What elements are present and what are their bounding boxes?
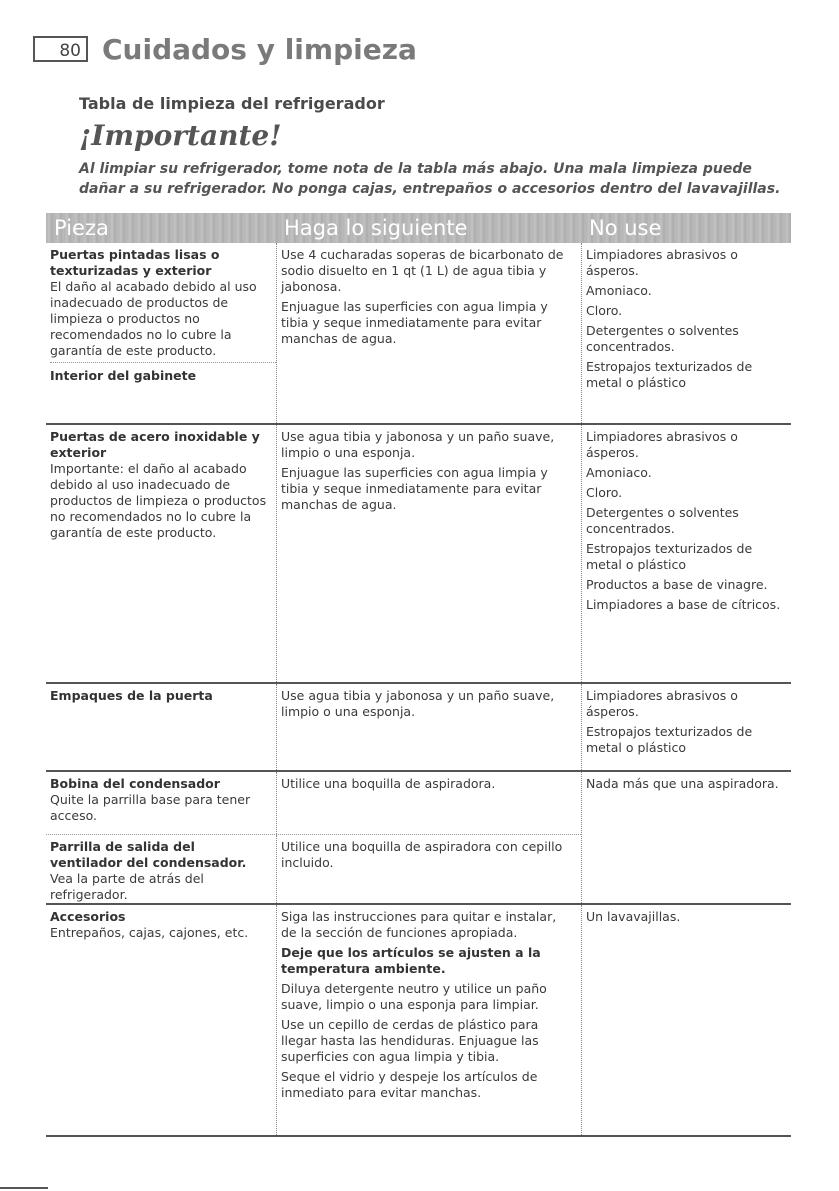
dont-cell <box>581 684 791 770</box>
do-step: Use agua tibia y jabonosa y un paño suave, limpio o una esponja. <box>281 429 555 460</box>
piece-title: Puertas pintadas lisas o texturizadas y exterior <box>50 247 220 278</box>
piece-cell <box>46 772 276 834</box>
dont-item: Limpiadores abrasivos o ásperos. <box>586 688 738 719</box>
piece-cell <box>46 684 276 770</box>
do-step: Utilice una boquilla de aspiradora con cepillo incluido. <box>281 839 563 870</box>
piece-title: Interior del gabinete <box>50 368 197 383</box>
page-number: 80 <box>33 36 88 62</box>
piece-desc: Quite la parrilla base para tener acceso. <box>50 792 251 823</box>
dont-item: Estropajos texturizados de metal o plástico <box>586 541 753 572</box>
dont-item: Cloro. <box>586 303 623 318</box>
do-cell <box>276 684 581 770</box>
do-step: Seque el vidrio y despeje los artículos de inmediato para evitar manchas. <box>281 1069 538 1100</box>
do-step: Siga las instrucciones para quitar e instalar, de la sección de funciones apropiada. <box>281 909 557 940</box>
dont-cell <box>581 772 791 903</box>
piece-title: Accesorios <box>50 909 126 924</box>
table-row <box>46 243 791 425</box>
table-header <box>46 213 791 243</box>
do-step: Use 4 cucharadas soperas de bicarbonato de sodio disuelto en 1 qt (1 L) de agua tibia y jabonosa. <box>281 247 564 294</box>
piece-cell <box>46 905 276 1135</box>
dont-item: Productos a base de vinagre. <box>586 577 768 592</box>
dont-item: Limpiadores a base de cítricos. <box>586 597 781 612</box>
header-pieza: Pieza <box>54 216 109 240</box>
do-cell <box>276 243 581 423</box>
header-haga: Haga lo siguiente <box>284 216 468 240</box>
dont-item: Amoniaco. <box>586 465 652 480</box>
table-row <box>46 905 791 1137</box>
dont-item: Detergentes o solventes concentrados. <box>586 505 739 536</box>
piece-cell <box>46 835 276 903</box>
piece-desc: Importante: el daño al acabado debido al uso inadecuado de productos de limpieza o productos no recomendados no lo cubre la garantía de este producto. <box>50 461 267 540</box>
piece-desc: Entrepaños, cajas, cajones, etc. <box>50 925 249 940</box>
piece-cell <box>46 425 276 682</box>
dont-item: Limpiadores abrasivos o ásperos. <box>586 247 738 278</box>
do-cell <box>276 425 581 682</box>
dont-item: Amoniaco. <box>586 283 652 298</box>
do-cell <box>276 835 581 903</box>
dont-item: Detergentes o solventes concentrados. <box>586 323 739 354</box>
page-title: Cuidados y limpieza <box>102 32 417 66</box>
piece-desc: Vea la parte de atrás del refrigerador. <box>50 871 204 902</box>
dont-item: Cloro. <box>586 485 623 500</box>
do-cell <box>276 905 581 1135</box>
piece-cell <box>46 243 276 423</box>
dont-cell <box>581 425 791 682</box>
dont-cell <box>581 905 791 1135</box>
dont-item: Un lavavajillas. <box>586 909 681 924</box>
dont-item: Nada más que una aspiradora. <box>586 776 779 791</box>
piece-title: Parrilla de salida del ventilador del condensador. <box>50 839 247 870</box>
dont-item: Estropajos texturizados de metal o plástico <box>586 359 753 390</box>
dont-cell <box>581 243 791 423</box>
do-step: Enjuague las superficies con agua limpia y tibia y seque inmediatamente para evitar manchas de agua. <box>281 299 548 346</box>
page-header <box>33 32 417 66</box>
header-no-use: No use <box>589 216 662 240</box>
bottom-rule <box>0 1187 48 1189</box>
do-step: Diluya detergente neutro y utilice un paño suave, limpio o una esponja para limpiar. <box>281 981 547 1012</box>
do-step: Deje que los artículos se ajusten a la temperatura ambiente. <box>281 945 541 976</box>
piece-title: Empaques de la puerta <box>50 688 213 703</box>
piece-title: Bobina del condensador <box>50 776 220 791</box>
piece-title: Puertas de acero inoxidable y exterior <box>50 429 260 460</box>
do-step: Use agua tibia y jabonosa y un paño suave, limpio o una esponja. <box>281 688 555 719</box>
table-row <box>46 772 791 905</box>
piece-desc: El daño al acabado debido al uso inadecuado de productos de limpieza o productos no recomendados no lo cubre la garantía de este producto. <box>50 279 257 358</box>
important-heading: ¡Importante! <box>79 119 282 152</box>
table-row <box>46 425 791 684</box>
dont-item: Limpiadores abrasivos o ásperos. <box>586 429 738 460</box>
cleaning-table <box>46 213 791 1137</box>
important-note: Al limpiar su refrigerador, tome nota de la tabla más abajo. Una mala limpieza puede dañar a su refrigerador. No ponga cajas, entrepaños o accesorios dentro del lavavajillas. <box>79 161 781 197</box>
do-step: Utilice una boquilla de aspiradora. <box>281 776 496 791</box>
do-cell <box>276 772 581 834</box>
section-title: Tabla de limpieza del refrigerador <box>79 94 385 113</box>
do-step: Enjuague las superficies con agua limpia y tibia y seque inmediatamente para evitar manchas de agua. <box>281 465 548 512</box>
table-row <box>46 684 791 772</box>
dont-item: Estropajos texturizados de metal o plástico <box>586 724 753 755</box>
do-step: Use un cepillo de cerdas de plástico para llegar hasta las hendiduras. Enjuague las superficies con agua limpia y tibia. <box>281 1017 539 1064</box>
